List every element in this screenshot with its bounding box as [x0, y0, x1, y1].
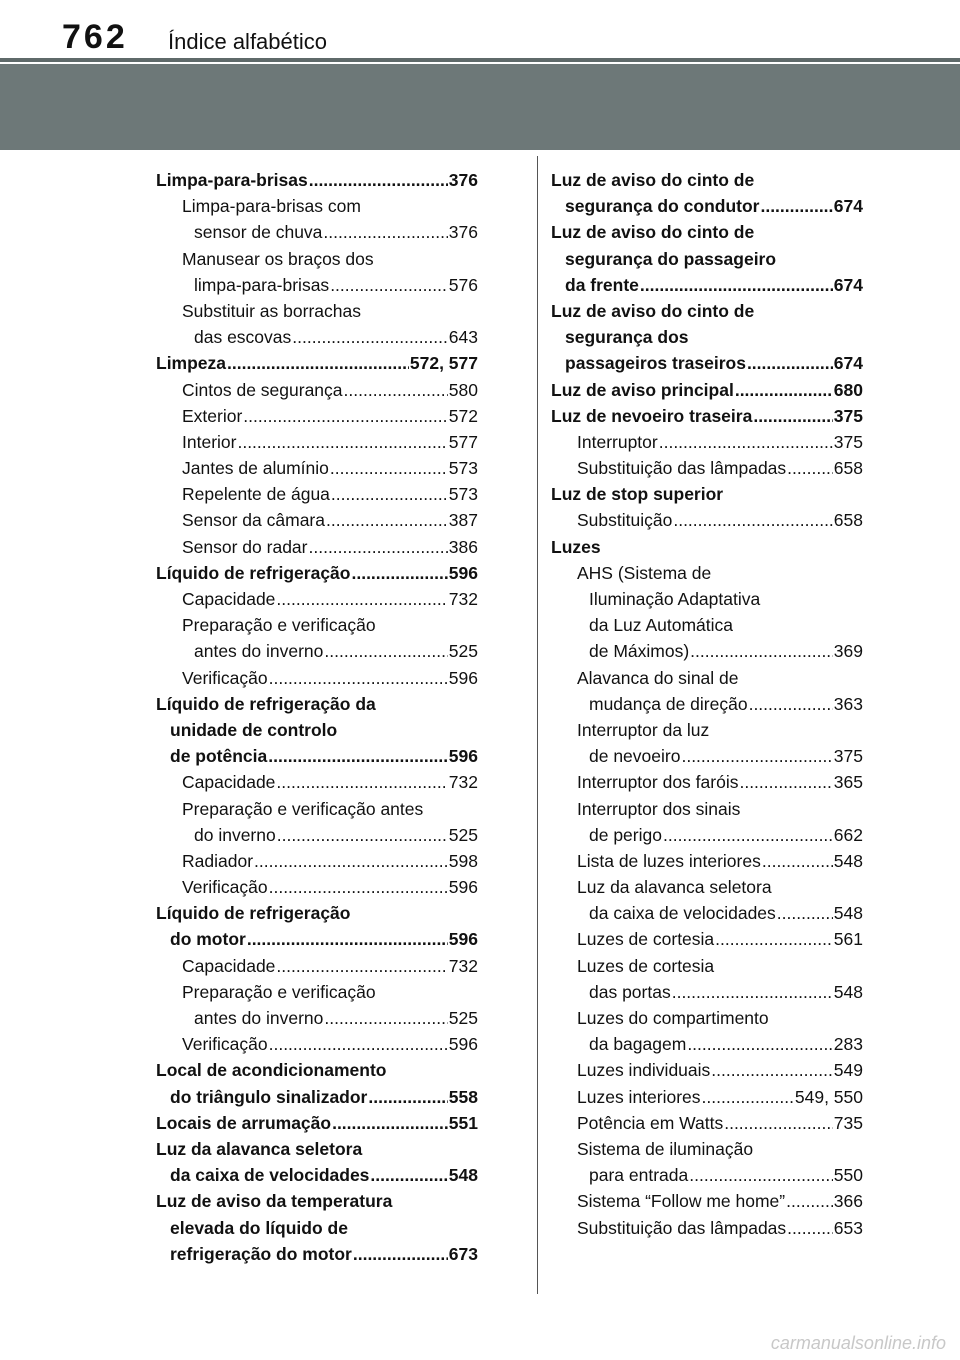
entry-term: de nevoeiro [589, 746, 681, 767]
index-entry [551, 796, 863, 822]
entry-page: 674 [833, 196, 863, 217]
watermark: carmanualsonline.info [770, 1333, 946, 1353]
dot-leader [687, 1031, 832, 1057]
entry-term: sensor de chuva [194, 222, 323, 243]
entry-term: elevada do líquido de [170, 1217, 348, 1238]
index-entry [156, 219, 478, 245]
entry-page: 561 [833, 929, 863, 950]
dot-leader [749, 691, 833, 717]
entry-term: Exterior [182, 405, 243, 426]
entry-term: da Luz Automática [589, 615, 733, 636]
index-entry [551, 717, 863, 743]
entry-term: da frente [565, 274, 639, 295]
index-entry [156, 1215, 478, 1241]
entry-page: 573 [448, 484, 478, 505]
entry-page: 596 [448, 877, 478, 898]
entry-page: 596 [448, 1034, 478, 1055]
dot-leader [332, 1110, 448, 1136]
index-entry [156, 1110, 478, 1136]
entry-page: 376 [448, 222, 478, 243]
index-entry [551, 246, 863, 272]
entry-term: do inverno [194, 824, 276, 845]
dot-leader [787, 1215, 833, 1241]
entry-term: segurança dos [565, 327, 689, 348]
dot-leader [243, 403, 448, 429]
index-entry [156, 1241, 478, 1267]
entry-page: 375 [833, 431, 863, 452]
entry-term: da bagagem [589, 1034, 687, 1055]
index-entry [551, 167, 863, 193]
entry-term: Luz de nevoeiro traseira [551, 405, 753, 426]
dot-leader [276, 953, 447, 979]
entry-page: 549, 550 [794, 1086, 863, 1107]
entry-term: Interruptor dos faróis [577, 772, 739, 793]
entry-page: 673 [448, 1243, 478, 1264]
entry-term: da caixa de velocidades [170, 1165, 370, 1186]
index-entry [156, 534, 478, 560]
entry-page: 525 [448, 1008, 478, 1028]
entry-page: 598 [448, 850, 478, 871]
index-entry [551, 534, 863, 560]
entry-term: Luz de aviso do cinto de [551, 222, 755, 243]
entry-page: 653 [833, 1217, 863, 1238]
entry-term: Iluminação Adaptativa [589, 589, 761, 609]
index-column-left [156, 167, 478, 1267]
dot-leader [673, 507, 832, 533]
entry-term: Luzes do compartimento [577, 1008, 769, 1028]
dot-leader [370, 1162, 447, 1188]
entry-term: Luz de aviso principal [551, 379, 734, 400]
entry-term: Preparação e verificação antes [182, 798, 424, 819]
index-entry [156, 691, 478, 717]
index-entry [551, 926, 863, 952]
entry-page: 674 [833, 274, 863, 295]
index-entry [156, 1162, 478, 1188]
entry-term: Luzes individuais [577, 1060, 711, 1081]
dot-leader [276, 586, 447, 612]
index-entry [156, 481, 478, 507]
entry-term: Substituição das lâmpadas [577, 1217, 787, 1238]
entry-term: AHS (Sistema de [577, 562, 712, 583]
entry-term: Locais de arrumação [156, 1112, 332, 1133]
entry-term: segurança do passageiro [565, 248, 777, 269]
dot-leader [747, 350, 833, 376]
index-entry [551, 272, 863, 298]
entry-page: 662 [833, 824, 863, 845]
entry-page: 596 [448, 562, 478, 583]
entry-page: 596 [448, 667, 478, 688]
entry-page: 658 [833, 458, 863, 479]
entry-page: 572, 577 [409, 353, 478, 374]
column-divider [537, 156, 538, 1294]
dot-leader [690, 638, 833, 664]
dot-leader [724, 1110, 833, 1136]
index-entry [551, 1031, 863, 1057]
entry-term: Luzes de cortesia [577, 929, 715, 950]
entry-term: Luz da alavanca seletora [577, 877, 772, 898]
entry-term: para entrada [589, 1165, 689, 1186]
entry-page: 548 [833, 903, 863, 924]
index-entry [156, 1057, 478, 1083]
entry-page: 643 [448, 327, 478, 348]
index-entry [156, 822, 478, 848]
entry-term: Interruptor da luz [577, 719, 710, 740]
dot-leader [247, 926, 448, 952]
index-entry [551, 953, 863, 979]
index-entry [156, 1084, 478, 1110]
dot-leader [330, 272, 448, 298]
dot-leader [276, 769, 447, 795]
index-entry [156, 246, 478, 272]
index-entry [551, 455, 863, 481]
entry-term: antes do inverno [194, 1008, 324, 1028]
header-band [0, 64, 960, 150]
entry-page: 732 [448, 772, 478, 793]
entry-page: 363 [833, 693, 863, 714]
entry-term: Interruptor dos sinais [577, 798, 741, 819]
entry-term: Substituição [577, 510, 673, 531]
dot-leader [309, 167, 448, 193]
entry-term: Alavanca do sinal de [577, 667, 739, 688]
index-entry [156, 769, 478, 795]
entry-term: Limpa-para-brisas [156, 170, 308, 190]
entry-term: das portas [589, 981, 671, 1002]
dot-leader [787, 455, 833, 481]
index-entry [551, 665, 863, 691]
index-entry [551, 1057, 863, 1083]
entry-term: Luzes de cortesia [577, 955, 715, 976]
entry-page: 658 [833, 510, 863, 531]
entry-page: 551 [448, 1112, 478, 1133]
entry-term: Sensor do radar [182, 536, 308, 557]
index-entry [156, 1005, 478, 1031]
entry-term: Líquido de refrigeração [156, 903, 351, 924]
entry-term: Verificação [182, 667, 268, 688]
index-entry [551, 874, 863, 900]
index-entry [551, 586, 863, 612]
entry-page: 525 [448, 641, 478, 662]
entry-term: Luz da alavanca seletora [156, 1138, 363, 1159]
entry-term: Luz de aviso da temperatura [156, 1191, 393, 1212]
index-entry [551, 691, 863, 717]
dot-leader [277, 822, 448, 848]
index-entry [156, 926, 478, 952]
index-entry [156, 429, 478, 455]
entry-term: das escovas [194, 327, 292, 348]
index-entry [551, 1136, 863, 1162]
dot-leader [351, 560, 447, 586]
index-entry [156, 612, 478, 638]
index-entry [156, 796, 478, 822]
index-column-right [551, 167, 863, 1241]
entry-term: refrigeração do motor [170, 1243, 352, 1264]
dot-leader [324, 638, 447, 664]
entry-page: 596 [448, 746, 478, 767]
entry-term: Preparação e verificação [182, 981, 376, 1002]
entry-term: Lista de luzes interiores [577, 850, 761, 871]
entry-term: antes do inverno [194, 641, 324, 662]
entry-term: Substituir as borrachas [182, 300, 361, 321]
entry-term: Local de acondicionamento [156, 1060, 387, 1081]
entry-term: Sistema “Follow me home” [577, 1191, 786, 1212]
index-entry [551, 560, 863, 586]
index-entry [551, 193, 863, 219]
entry-page: 680 [833, 379, 863, 400]
index-entry [156, 586, 478, 612]
index-entry [156, 848, 478, 874]
entry-term: de potência [170, 746, 268, 767]
index-entry [551, 979, 863, 1005]
entry-page: 387 [448, 510, 478, 531]
entry-page: 580 [448, 379, 478, 400]
entry-term: do motor [170, 929, 246, 950]
dot-leader [254, 848, 448, 874]
entry-term: Substituição das lâmpadas [577, 458, 787, 479]
entry-page: 732 [448, 955, 478, 976]
entry-term: Limpeza [156, 353, 227, 374]
dot-leader [326, 507, 448, 533]
entry-term: Verificação [182, 1034, 268, 1055]
entry-term: Limpa-para-brisas com [182, 196, 361, 217]
index-entry [551, 298, 863, 324]
entry-page: 596 [448, 929, 478, 950]
dot-leader [702, 1084, 794, 1110]
dot-leader [237, 429, 447, 455]
entry-term: Cintos de segurança [182, 379, 343, 400]
entry-term: Interruptor [577, 431, 658, 452]
dot-leader [715, 926, 833, 952]
index-entry [551, 612, 863, 638]
index-entry [551, 822, 863, 848]
entry-page: 576 [448, 274, 478, 295]
index-entry [156, 638, 478, 664]
dot-leader [309, 534, 448, 560]
dot-leader [269, 874, 448, 900]
dot-leader [753, 403, 832, 429]
index-entry [156, 874, 478, 900]
dot-leader [735, 377, 833, 403]
entry-term: Capacidade [182, 955, 276, 976]
index-entry [156, 900, 478, 926]
entry-term: Verificação [182, 877, 268, 898]
index-entry [156, 560, 478, 586]
dot-leader [777, 900, 833, 926]
dot-leader [227, 350, 409, 376]
index-entry [551, 1110, 863, 1136]
index-entry [551, 219, 863, 245]
index-entry [156, 377, 478, 403]
dot-leader [739, 769, 832, 795]
dot-leader [760, 193, 832, 219]
entry-page: 577 [448, 431, 478, 452]
entry-term: Manusear os braços dos [182, 248, 374, 269]
dot-leader [681, 743, 832, 769]
entry-page: 735 [833, 1112, 863, 1133]
dot-leader [330, 455, 448, 481]
dot-leader [324, 1005, 447, 1031]
index-entry [156, 1136, 478, 1162]
dot-leader [331, 481, 448, 507]
dot-leader [672, 979, 833, 1005]
dot-leader [711, 1057, 833, 1083]
header-rule [0, 58, 960, 62]
entry-term: Repelente de água [182, 484, 330, 505]
index-entry [551, 1005, 863, 1031]
entry-term: unidade de controlo [170, 719, 338, 740]
index-entry [156, 272, 478, 298]
index-entry [551, 481, 863, 507]
entry-page: 732 [448, 589, 478, 609]
entry-term: limpa-para-brisas [194, 274, 330, 295]
dot-leader [268, 743, 448, 769]
entry-term: da caixa de velocidades [589, 903, 776, 924]
index-entry [156, 1031, 478, 1057]
entry-page: 386 [448, 536, 478, 557]
index-entry [156, 507, 478, 533]
index-entry [551, 743, 863, 769]
entry-term: mudança de direção [589, 693, 748, 714]
entry-term: Capacidade [182, 772, 276, 793]
entry-page: 369 [833, 641, 863, 662]
index-entry [551, 350, 863, 376]
entry-page: 550 [833, 1165, 863, 1186]
entry-term: Luz de stop superior [551, 484, 724, 505]
entry-page: 558 [448, 1086, 478, 1107]
dot-leader [368, 1084, 447, 1110]
entry-term: Interior [182, 431, 237, 452]
entry-term: passageiros traseiros [565, 353, 746, 374]
index-entry [551, 638, 863, 664]
index-entry [156, 324, 478, 350]
entry-page: 572 [448, 405, 478, 426]
index-entry [156, 1188, 478, 1214]
section-title: Índice alfabético [168, 29, 327, 54]
index-entry [551, 377, 863, 403]
index-entry [551, 324, 863, 350]
index-entry [156, 455, 478, 481]
index-entry [156, 350, 478, 376]
entry-page: 548 [448, 1165, 478, 1186]
page-number: 762 [62, 18, 128, 56]
index-entry [156, 979, 478, 1005]
entry-term: do triângulo sinalizador [170, 1086, 368, 1107]
entry-term: Líquido de refrigeração [156, 562, 351, 583]
entry-page: 375 [833, 405, 863, 426]
index-entry [156, 298, 478, 324]
index-entry [551, 1084, 863, 1110]
index-entry [551, 1162, 863, 1188]
dot-leader [269, 1031, 448, 1057]
dot-leader [640, 272, 833, 298]
entry-term: Sistema de iluminação [577, 1138, 754, 1159]
index-entry [551, 429, 863, 455]
index-entry [156, 953, 478, 979]
index-entry [156, 403, 478, 429]
entry-page: 549 [833, 1060, 863, 1081]
entry-page: 548 [833, 981, 863, 1002]
index-entry [156, 167, 478, 193]
dot-leader [269, 665, 448, 691]
entry-page: 366 [833, 1191, 863, 1212]
page-header [0, 0, 960, 62]
index-entry [156, 193, 478, 219]
entry-term: Jantes de alumínio [182, 458, 329, 479]
entry-page: 548 [833, 850, 863, 871]
entry-page: 674 [833, 353, 863, 374]
index-entry [551, 507, 863, 533]
dot-leader [344, 377, 448, 403]
entry-term: Capacidade [182, 589, 276, 609]
entry-term: segurança do condutor [565, 196, 760, 217]
entry-term: Líquido de refrigeração da [156, 693, 376, 714]
entry-page: 376 [448, 170, 478, 190]
entry-term: Luz de aviso do cinto de [551, 300, 755, 321]
index-entry [551, 900, 863, 926]
entry-page: 375 [833, 746, 863, 767]
entry-term: Sensor da câmara [182, 510, 325, 531]
entry-term: Luzes [551, 536, 601, 557]
entry-term: Potência em Watts [577, 1112, 724, 1133]
dot-leader [353, 1241, 448, 1267]
dot-leader [689, 1162, 833, 1188]
index-entry [551, 769, 863, 795]
dot-leader [786, 1188, 833, 1214]
index-entry [156, 743, 478, 769]
dot-leader [292, 324, 448, 350]
index-entry [551, 1188, 863, 1214]
dot-leader [762, 848, 833, 874]
entry-term: Preparação e verificação [182, 615, 376, 636]
index-entry [156, 717, 478, 743]
entry-term: Luz de aviso do cinto de [551, 170, 755, 190]
dot-leader [659, 429, 833, 455]
entry-term: Luzes interiores [577, 1086, 701, 1107]
entry-page: 365 [833, 772, 863, 793]
dot-leader [663, 822, 833, 848]
entry-term: Radiador [182, 850, 254, 871]
entry-term: de perigo [589, 824, 662, 845]
entry-page: 525 [448, 824, 478, 845]
entry-page: 283 [833, 1034, 863, 1055]
entry-page: 573 [448, 458, 478, 479]
index-entry [551, 848, 863, 874]
dot-leader [323, 219, 447, 245]
entry-term: de Máximos) [589, 641, 690, 662]
index-entry [551, 403, 863, 429]
index-entry [551, 1215, 863, 1241]
index-entry [156, 665, 478, 691]
